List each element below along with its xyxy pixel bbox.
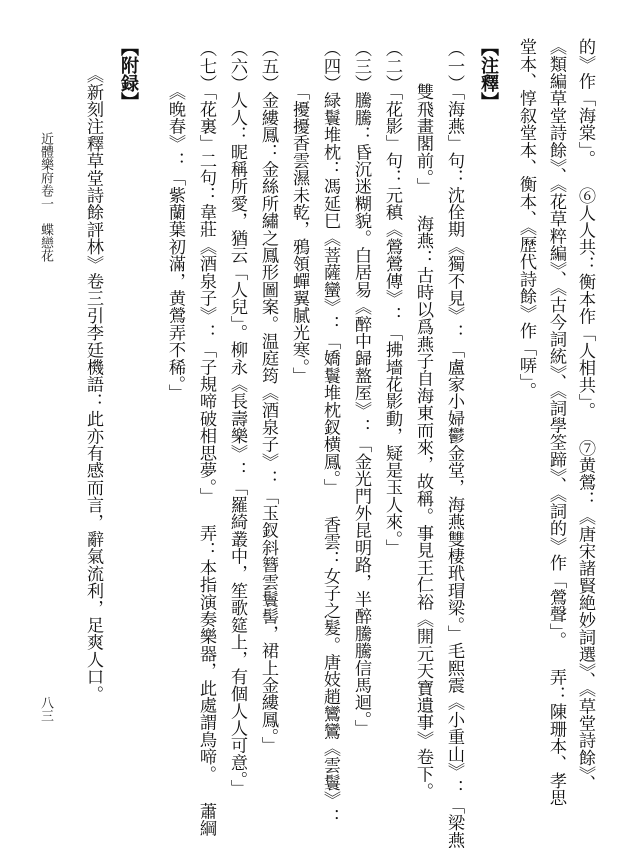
note-5: （五）金縷鳳：金絲所繡之鳳形圖案。温庭筠《酒泉子》：「玉釵斜簪雲鬟髻，裙上金縷鳳。」 xyxy=(258,40,278,754)
note-4-cont: 「擾擾香雲濕未乾，鴉領蟬翼膩光寒。」 xyxy=(289,83,309,384)
notes-header: 【注釋】 xyxy=(478,38,499,110)
note-4: （四）緑鬟堆枕：馮延巳《菩薩蠻》：「嬌鬟堆枕釵横鳳。」 香雲：女子之髮。唐妓趙鸞鸞《雲鬟》： xyxy=(320,40,340,826)
note-2: （二）「花影」句：元稹《鶯鶯傳》：「拂墻花影動，疑是玉人來。」 xyxy=(382,40,402,556)
note-1-cont: 雙飛畫閣前。」 海燕：古時以爲燕子自海東而來，故稱。事見王仁裕《開元天寶遺事》卷下。 xyxy=(413,83,433,800)
text-line: 堂本、惇叙堂本、衡本、《歷代詩餘》作「哢」。 xyxy=(516,38,536,400)
note-6: （六）人人：昵稱所愛，猶云「人兒」。柳永《長壽樂》：「羅綺叢中，笙歌筵上，有個人人可意。」 xyxy=(227,40,247,797)
note-7-cont: 《晚春》：「紫蘭葉初滿，黄鶯弄不稀。」 xyxy=(165,83,185,402)
note-1: （一）「海燕」句：沈佺期《獨不見》：「盧家小婦鬱金堂，海燕雙棲玳瑁梁。」毛熙震《小重山》：「梁燕 xyxy=(444,40,464,849)
appendix-header: 【附録】 xyxy=(118,38,139,110)
appendix-text: 《新刻注釋草堂詩餘評林》卷三引李廷機語：此亦有感而言，辭氣流利，足爽人口。 xyxy=(83,66,103,703)
running-head: 近體樂府卷一 蝶戀花 xyxy=(38,132,53,262)
page-number: 八三 xyxy=(38,696,53,722)
text-line: 的》作「海棠」。 ⑥人人共：衡本作「人相共」。 ⑦黄鶯：《唐宋諸賢絶妙詞選》、《草堂詩餘》、 xyxy=(575,38,595,792)
note-7: （七）「花裏」二句：韋莊《酒泉子》：「子規啼破相思夢。」 弄：本指演奏樂器，此處謂鳥啼。 蕭綱 xyxy=(196,40,216,837)
text-line: 《類編草堂詩餘》、《花草粹編》、《古今詞統》、《詞學筌蹄》、《詞的》作「鶯聲」。 弄：陳珊本、孝思 xyxy=(546,38,566,807)
note-3: （三）騰騰：昏沉迷糊貌。白居易《醉中歸盩厔》：「金光門外昆明路，半醉騰騰信馬迴。」 xyxy=(351,40,371,737)
